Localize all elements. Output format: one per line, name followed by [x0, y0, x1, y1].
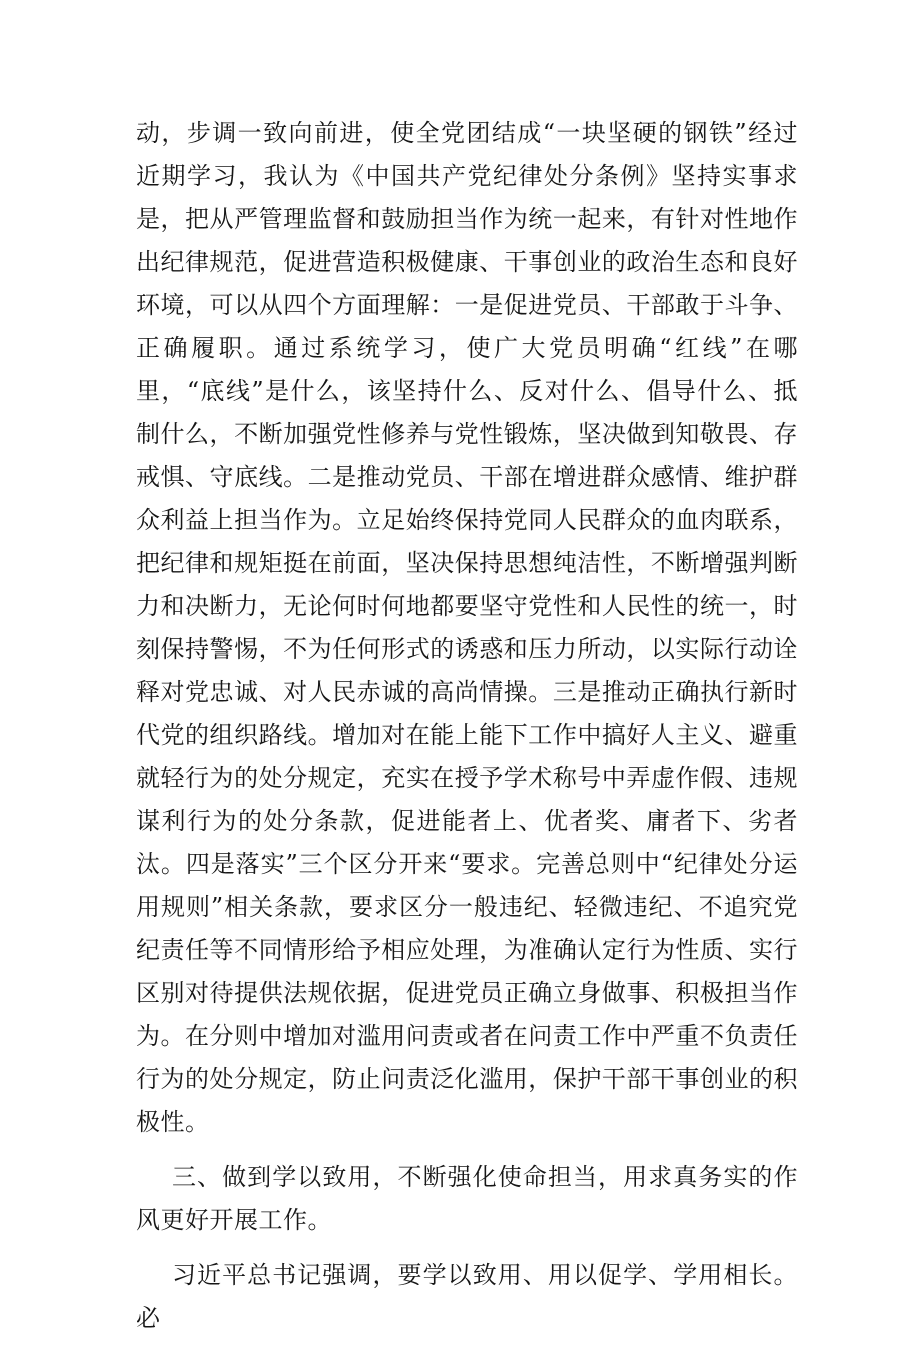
section-heading-three: 三、做到学以致用，不断强化使命担当，用求真务实的作风更好开展工作。	[136, 1163, 798, 1234]
document-body	[136, 112, 798, 1352]
paragraph-discipline-regulations: 动，步调一致向前进，使全党团结成“一块坚硬的钢铁”经过近期学习，我认为《中国共产党纪律处分条例》坚持实事求是，把从严管理监督和鼓励担当作为统一起来，有针对性地作出纪律规范，促进营造积极健康、干事创业的政治生态和良好环境，可以从四个方面理解：一是促进党员、干部敢于斗争、正确履职。通过系统学习，使广大党员明确“红线”在哪里，“底线”是什么，该坚持什么、反对什么、倡导什么、抵制什么，不断加强党性修养与党性锻炼，坚决做到知敬畏、存戒惧、守底线。二是推动党员、干部在增进群众感情、维护群众利益上担当作为。立足始终保持党同人民群众的血肉联系，把纪律和规矩挺在前面，坚决保持思想纯洁性，不断增强判断力和决断力，无论何时何地都要坚守党性和人民性的统一，时刻保持警惕，不为任何形式的诱惑和压力所动，以实际行动诠释对党忠诚、对人民赤诚的高尚情操。三是推动正确执行新时代党的组织路线。增加对在能上能下工作中搞好人主义、避重就轻行为的处分规定，充实在授予学术称号中弄虚作假、违规谋利行为的处分条款，促进能者上、优者奖、庸者下、劣者汰。四是落实”三个区分开来“要求。完善总则中“纪律处分运用规则”相关条款，要求区分一般违纪、轻微违纪、不追究党纪责任等不同情形给予相应处理，为准确认定行为性质、实行区别对待提供法规依据，促进党员正确立身做事、积极担当作为。在分则中增加对滥用问责或者在问责工作中严重不负责任行为的处分规定，防止问责泛化滥用，保护干部干事创业的积极性。	[136, 119, 798, 1136]
paragraph-learning-application: 习近平总书记强调，要学以致用、用以促学、学用相长。必	[136, 1261, 798, 1332]
